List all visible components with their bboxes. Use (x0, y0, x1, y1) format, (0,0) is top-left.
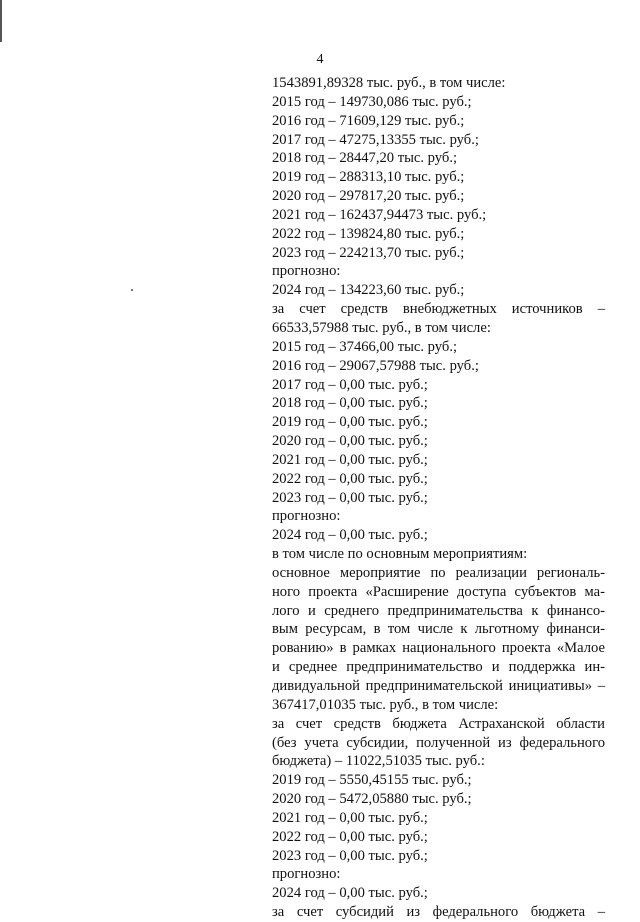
text-line: бюджета) – 11022,51035 тыс. руб.: (272, 753, 485, 770)
text-line: (без учета субсидии, полученной из федерального (272, 734, 605, 751)
text-line: прогнозно: (272, 508, 341, 525)
page-number: 4 (316, 52, 324, 67)
text-line: 2021 год – 0,00 тыс. руб.; (272, 809, 428, 826)
text-line: дивидуальной предпринимательской инициативы» – (272, 678, 605, 694)
body-text (272, 74, 605, 922)
text-line: прогнозно: (272, 263, 341, 280)
text-line: 2022 год – 0,00 тыс. руб.; (272, 828, 428, 845)
scan-speck (131, 289, 133, 291)
text-line: 2019 год – 288313,10 тыс. руб.; (272, 169, 465, 186)
text-line: 2024 год – 134223,60 тыс. руб.; (272, 282, 465, 299)
text-line: 2018 год – 0,00 тыс. руб.; (272, 395, 428, 412)
text-line: 2020 год – 297817,20 тыс. руб.; (272, 188, 465, 205)
text-line: 2020 год – 0,00 тыс. руб.; (272, 433, 428, 450)
text-line: 2024 год – 0,00 тыс. руб.; (272, 527, 428, 544)
text-line: 2021 год – 0,00 тыс. руб.; (272, 451, 428, 468)
text-line: рованию» в рамках национального проекта «Малое (272, 640, 605, 657)
text-line: 1543891,89328 тыс. руб., в том числе: (272, 75, 506, 91)
text-line: и среднее предпринимательство и поддержка ин- (272, 659, 605, 676)
text-line: 2017 год – 0,00 тыс. руб.; (272, 376, 428, 393)
text-line: лого и среднего предпринимательства к финансо- (272, 602, 605, 619)
text-line: 2023 год – 0,00 тыс. руб.; (272, 489, 428, 506)
text-line: 2019 год – 5550,45155 тыс. руб.; (272, 772, 472, 789)
text-line: 2016 год – 29067,57988 тыс. руб.; (272, 357, 479, 374)
text-line: 2023 год – 224213,70 тыс. руб.; (272, 244, 465, 261)
text-line: вым ресурсам, в том числе к льготному финанси- (272, 621, 605, 638)
text-line: 2015 год – 37466,00 тыс. руб.; (272, 338, 458, 355)
text-line: 2019 год – 0,00 тыс. руб.; (272, 414, 428, 431)
text-line: в том числе по основным мероприятиям: (272, 546, 528, 563)
text-line: 2023 год – 0,00 тыс. руб.; (272, 847, 428, 864)
text-line: 367417,01035 тыс. руб., в том числе: (272, 696, 499, 713)
text-line: 2020 год – 5472,05880 тыс. руб.; (272, 791, 472, 808)
text-line: 2022 год – 0,00 тыс. руб.; (272, 470, 428, 487)
scan-edge-mark (0, 0, 2, 42)
text-line: за счет субсидий из федерального бюджета – (272, 904, 605, 921)
text-line: 2015 год – 149730,086 тыс. руб.; (272, 93, 472, 110)
text-line: 2016 год – 71609,129 тыс. руб.; (272, 112, 465, 129)
text-line: ного проекта «Расширение доступа субъектов ма- (272, 583, 605, 600)
text-line: за счет средств внебюджетных источников – (272, 301, 605, 318)
text-line: за счет средств бюджета Астраханской области (272, 715, 605, 732)
text-line: 2017 год – 47275,13355 тыс. руб.; (272, 131, 479, 148)
text-line: 2018 год – 28447,20 тыс. руб.; (272, 150, 458, 167)
text-line: основное мероприятие по реализации региональ- (272, 564, 605, 581)
text-line: прогнозно: (272, 866, 341, 883)
text-line: 2022 год – 139824,80 тыс. руб.; (272, 225, 465, 242)
text-line: 2024 год – 0,00 тыс. руб.; (272, 885, 428, 902)
text-line: 2021 год – 162437,94473 тыс. руб.; (272, 206, 487, 223)
text-line: 66533,57988 тыс. руб., в том числе: (272, 319, 491, 336)
